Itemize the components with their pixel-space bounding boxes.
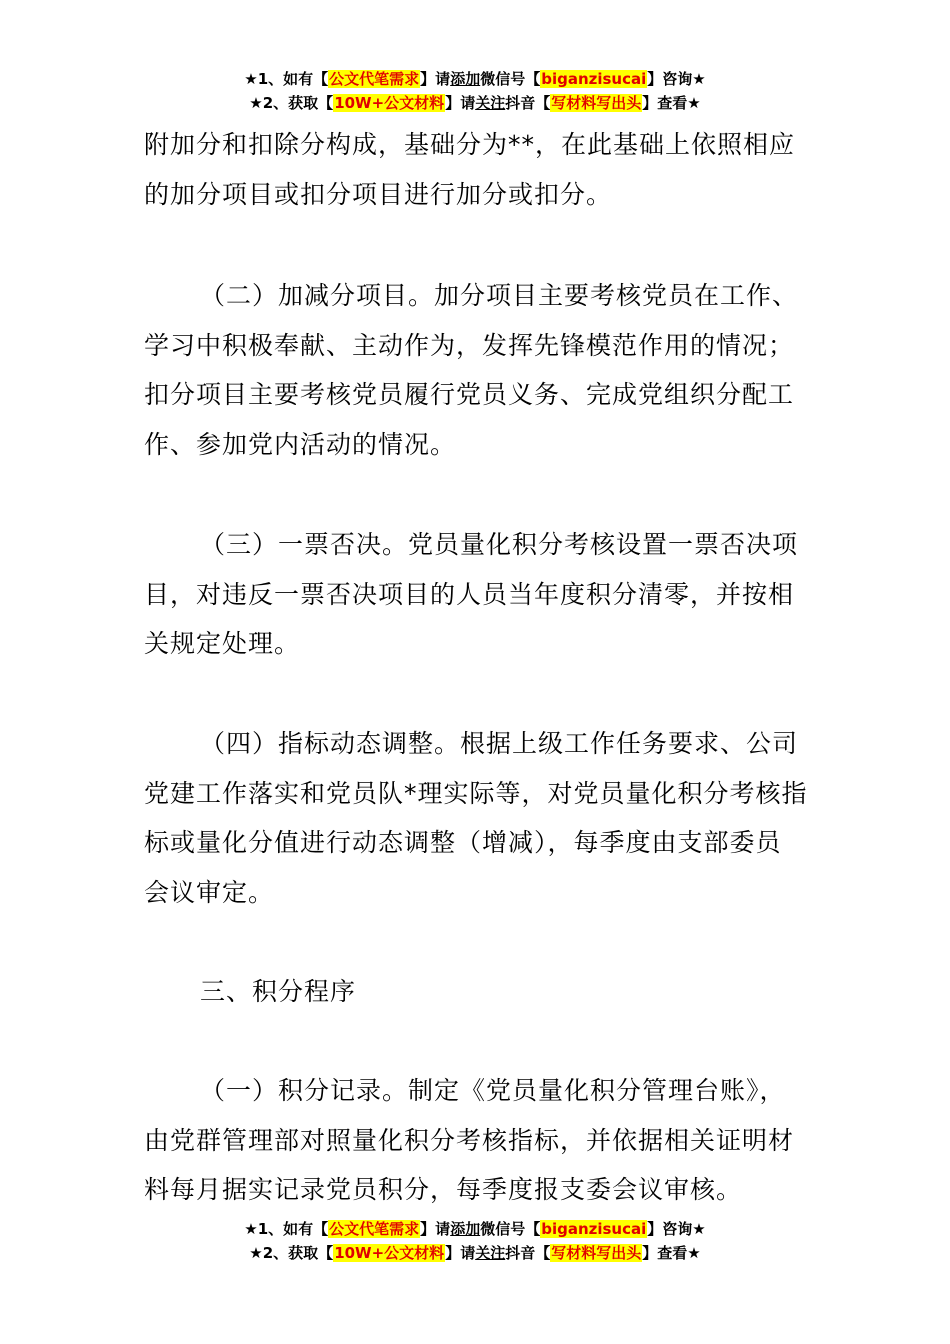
paragraph-continuation [144,120,808,219]
bottom-banner [0,1217,950,1265]
banner-text: 】咨询★ [647,1220,706,1238]
text-line: （一）积分记录。制定《党员量化积分管理台账》， [200,1076,786,1105]
banner-highlight: biganzisucai [541,1220,647,1238]
banner-line-2 [0,1241,950,1265]
banner-highlight: 写材料写出头 [551,94,642,112]
text-line: （三）一票否决。党员量化积分考核设置一票否决项 [200,530,799,559]
banner-text: 抖音【 [505,94,551,112]
banner-text: 】请 [445,94,476,112]
banner-underline: 关注 [475,94,506,112]
banner-line-1 [0,1217,950,1241]
text-line: 学习中积极奉献、主动作为，发挥先锋模范作用的情况； [144,330,795,360]
text-line: （四）指标动态调整。根据上级工作任务要求、公司 [200,729,799,758]
paragraph-procedure-1 [144,1066,808,1215]
banner-highlight: biganzisucai [541,70,647,88]
banner-text: 】请 [445,1244,476,1262]
text-line: 作、参加党内活动的情况。 [144,429,457,459]
banner-text: ★2、获取【 [249,94,334,112]
banner-line-1 [0,67,950,91]
text-line: 标或量化分值进行动态调整（增减），每季度由支部委员 [144,828,782,857]
banner-text: 微信号【 [480,1220,541,1238]
paragraph-section-2 [144,271,808,469]
heading-text: 三、积分程序 [200,977,357,1006]
text-line: 附加分和扣除分构成，基础分为**，在此基础上依照相应 [144,130,796,159]
banner-text: 微信号【 [480,70,541,88]
banner-underline: 关注 [475,1244,506,1262]
banner-text: 】咨询★ [647,70,706,88]
text-line: 的加分项目或扣分项目进行加分或扣分。 [144,179,613,209]
banner-text: 】查看★ [642,1244,701,1262]
banner-highlight: 公文代笔需求 [329,70,420,88]
banner-text: 】请 [420,1220,451,1238]
banner-text: 】请 [420,70,451,88]
text-line: 由党群管理部对照量化积分考核指标，并依据相关证明材 [144,1125,795,1155]
banner-highlight: 写材料写出头 [551,1244,642,1262]
text-line: （二）加减分项目。加分项目主要考核党员在工作、 [200,281,799,310]
banner-line-2 [0,91,950,115]
banner-highlight: 公文代笔需求 [329,1220,420,1238]
banner-highlight: 10W+公文材料 [334,1244,445,1262]
banner-text: ★1、如有【 [244,1220,329,1238]
paragraph-section-4 [144,719,808,917]
banner-underline: 添加 [450,1220,481,1238]
text-line: 会议审定。 [144,877,275,907]
text-line: 扣分项目主要考核党员履行党员义务、完成党组织分配工 [144,380,795,409]
banner-underline: 添加 [450,70,481,88]
banner-text: 抖音【 [505,1244,551,1262]
text-line: 目，对违反一票否决项目的人员当年度积分清零，并按相 [144,579,795,609]
paragraph-section-3 [144,520,808,669]
banner-text: 】查看★ [642,94,701,112]
section-heading [144,967,808,1017]
banner-text: ★1、如有【 [244,70,329,88]
banner-highlight: 10W+公文材料 [334,94,445,112]
text-line: 关规定处理。 [144,629,301,658]
text-line: 料每月据实记录党员积分，每季度报支委会议审核。 [144,1175,743,1204]
text-line: 党建工作落实和党员队*理实际等，对党员量化积分考核指 [144,778,808,808]
top-banner [0,67,950,115]
banner-text: ★2、获取【 [249,1244,334,1262]
